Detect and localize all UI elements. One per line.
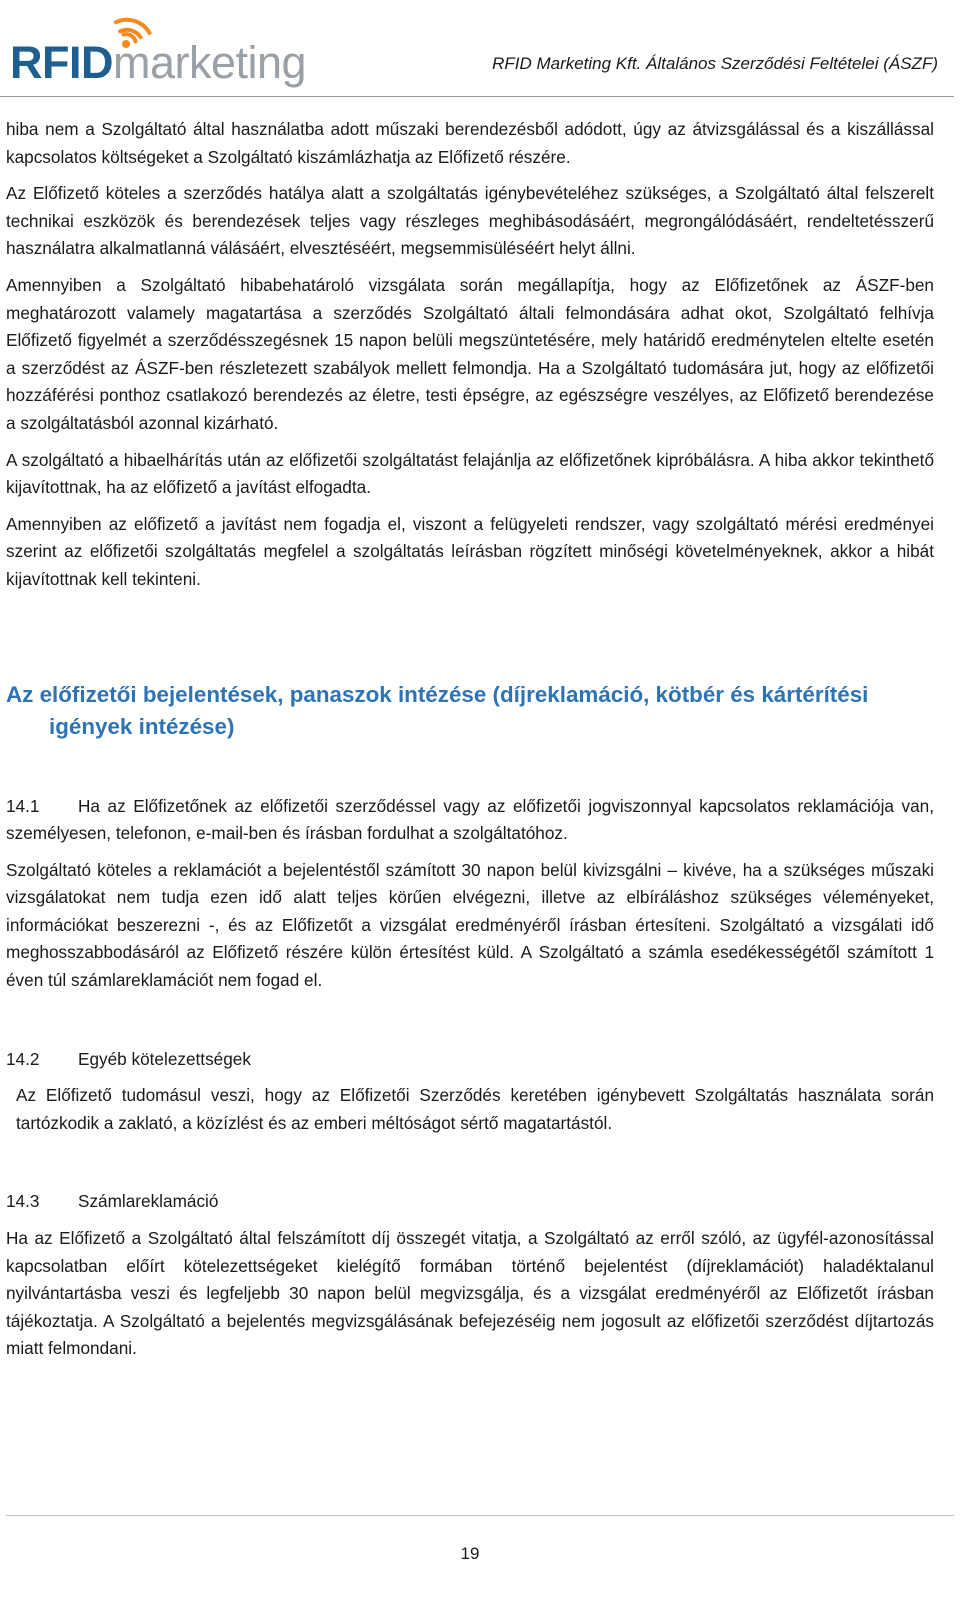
logo-rfid-text: RFID: [10, 37, 113, 88]
company-logo: [6, 4, 346, 88]
paragraph: Az Előfizető tudomásul veszi, hogy az Előfizetői Szerződés keretében igénybevett Szolgáltatás használata során tartózkodik a zaklató, a közízlést és az emberi méltóságot sértő magatartástól.: [16, 1085, 934, 1133]
section-14-1: [6, 793, 934, 848]
footer-divider: [6, 1515, 954, 1516]
document-title: RFID Marketing Kft. Általános Szerződési Feltételei (ÁSZF): [492, 54, 938, 73]
logo-marketing-text: marketing: [113, 37, 307, 88]
section-number: 14.2: [6, 1048, 40, 1069]
paragraph: Amennyiben a Szolgáltató hibabehatároló vizsgálata során megállapítja, hogy az Előfizetőnek az ÁSZF-ben meghatározott valamely magatartása a szerződés Szolgáltató általi felmondására adhat okot, Szolgáltató felhívja Előfizető figyelmét a szerződésszegésnek 15 napon belüli megszüntetésére, mely határidő eredménytelen eltelte esetén a szerződést az ÁSZF-ben részletezett szabályok mellett felmondja. Ha a Szolgáltató tudomására jut, hogy az előfizetői hozzáférési ponthoz csatlakozó berendezés az életre, testi épségre, az egészségre veszélyes, az Előfizető berendezése a szolgáltatásból azonnal kizárható.: [6, 274, 934, 433]
logo-wordmark: [10, 38, 306, 88]
section-title: Egyéb kötelezettségek: [78, 1048, 251, 1069]
header-divider: [0, 96, 954, 97]
section-heading-line-1: Az előfizetői bejelentések, panaszok intézése (díjreklamáció, kötbér és kártérítési: [6, 681, 869, 707]
section-heading-line-2: igények intézése): [49, 713, 235, 739]
section-14-3-heading: [6, 1188, 934, 1216]
document-body: [6, 116, 934, 1372]
spacer: [6, 1146, 934, 1188]
section-14-1-text: Ha az Előfizetőnek az előfizetői szerződéssel vagy az előfizetői jogviszonnyal kapcsolatos reklamációja van, személyesen, telefonon, e-mail-ben és írásban fordulhat a szolgáltatóhoz.: [6, 795, 934, 844]
spacer: [6, 1004, 934, 1046]
paragraph: hiba nem a Szolgáltató által használatba adott műszaki berendezésből adódott, úgy az átvizsgálással és a kiszállással kapcsolatos költségeket a Szolgáltató kiszámlázhatja az Előfizető részére.: [6, 119, 934, 167]
paragraph: A szolgáltató a hibaelhárítás után az előfizetői szolgáltatást felajánlja az előfizetőnek kipróbálásra. A hiba akkor tekinthető kijavítottnak, ha az előfizető a javítást elfogadta.: [6, 449, 934, 498]
page-header: [0, 0, 960, 98]
section-number: 14.1: [6, 795, 40, 816]
paragraph: Ha az Előfizető a Szolgáltató által felszámított díj összegét vitatja, a Szolgáltató az erről szóló, az ügyfél-azonosítással kapcsolatban előírt kötelezettségeket kielégítő formában történő bejelentést (díjreklamációt) haladéktalanul nyilvántartásba veszi és legfeljebb 30 napon belül megvizsgálja, és a vizsgálat eredményéről az Előfizetőt írásban tájékoztatja. A Szolgáltató a bejelentés megvizsgálásának befejezéséig nem jogosult az előfizetői szerződést díjtartozás miatt felmondani.: [6, 1228, 934, 1359]
paragraph: Amennyiben az előfizető a javítást nem fogadja el, viszont a felügyeleti rendszer, vagy szolgáltató mérési eredményei szerint az előfizetői szolgáltatás megfelel a szolgáltatás leírásban rögzített minőségi követelményeknek, akkor a hibát kijavítottnak kell tekinteni.: [6, 513, 934, 589]
section-heading: [6, 679, 934, 743]
paragraph: Az Előfizető köteles a szerződés hatálya alatt a szolgáltatás igénybevételéhez szükséges, a Szolgáltató által felszerelt technikai eszközök és berendezések teljes vagy részleges meghibásodásáért, megrongálódásáért, rendeltetésszerű használatra alkalmatlanná válásáért, elvesztéséért, megsemmisüléséért helyt állni.: [6, 183, 934, 259]
page-number: 19: [460, 1544, 480, 1563]
spacer: [6, 603, 934, 679]
section-14-2-heading: [6, 1046, 934, 1074]
section-number: 14.3: [6, 1191, 40, 1212]
section-title: Számlareklamáció: [78, 1191, 219, 1212]
paragraph: Szolgáltató köteles a reklamációt a bejelentéstől számított 30 napon belül kivizsgálni – kivéve, ha a szükséges műszaki vizsgálatokat nem tudja ezen idő alatt teljes körűen elvégezni, illetve az elbíráláshoz szükséges véleményeket, információkat beszerezni -, és az Előfizetőt a vizsgálat eredményéről írásban értesíteni. Szolgáltató a vizsgálati idő meghosszabbodásáról az Előfizető részére külön értesítést küld. A Szolgáltató a számla esedékességétől számított 1 éven túl számlareklamációt nem fogad el.: [6, 859, 934, 991]
